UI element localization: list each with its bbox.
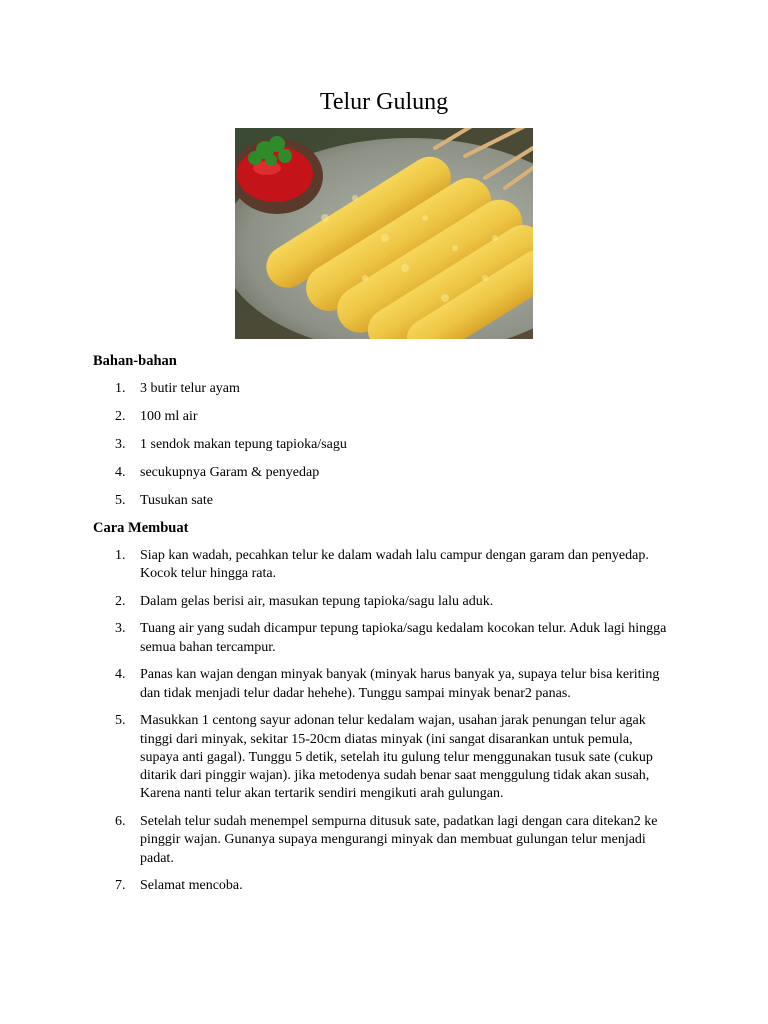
- section-heading-bahan: Bahan-bahan: [93, 353, 177, 369]
- step-item-number: 1.: [115, 548, 126, 563]
- ingredient-item: [93, 492, 673, 510]
- ingredient-item-text: Tusukan sate: [140, 492, 213, 508]
- step-item: [93, 712, 673, 803]
- step-item: [93, 547, 673, 584]
- step-item-number: 7.: [115, 878, 126, 894]
- step-item-text: Siap kan wadah, pecahkan telur ke dalam wadah lalu campur dengan garam dan penyedap. Kocok telur hingga rata.: [140, 548, 649, 582]
- page-title: Telur Gulung: [319, 89, 449, 115]
- ingredient-item-number: 5.: [115, 492, 126, 508]
- ingredient-item-text: 100 ml air: [140, 408, 198, 424]
- step-item: [93, 620, 673, 657]
- ingredient-item: [93, 464, 673, 482]
- ingredient-item-number: 2.: [115, 408, 126, 424]
- ingredient-item-text: 3 butir telur ayam: [140, 381, 240, 396]
- step-item-number: 6.: [115, 814, 126, 830]
- ingredient-item: [93, 380, 673, 398]
- rolled-egg-satay-photo: [235, 128, 533, 339]
- step-item-text: Tuang air yang sudah dicampur tepung tapioka/sagu kedalam kocokan telur. Aduk lagi hingga semua bahan tercampur.: [140, 621, 667, 655]
- ingredient-item-number: 1.: [115, 381, 126, 396]
- step-item-text: Masukkan 1 centong sayur adonan telur kedalam wajan, usahan jarak penungan telur agak tinggi dari minyak, sekitar 15-20cm diatas minyak (ini sangat disarankan untuk pemula, supaya anti gagal). Tunggu 5 detik, setelah itu gulung telur menggunakan tusuk sate (cukup ditarik dari pinggir wajan). jika metodenya sudah benar saat menggulung tidak akan susah, Karena nanti telur akan tertarik sendiri mengikuti arah gulungan.: [140, 713, 653, 802]
- step-item-text: Selamat mencoba.: [140, 878, 243, 894]
- steps-list: [93, 547, 673, 905]
- ingredient-item-number: 3.: [115, 436, 126, 452]
- step-item-number: 2.: [115, 593, 126, 609]
- step-item: [93, 877, 673, 895]
- section-heading-cara: Cara Membuat: [93, 520, 189, 536]
- step-item-text: Panas kan wajan dengan minyak banyak (minyak harus banyak ya, supaya telur bisa keriting dan tidak menjadi telur dadar hehehe). Tunggu sampai minyak benar2 panas.: [140, 667, 660, 701]
- step-item-text: Dalam gelas berisi air, masukan tepung tapioka/sagu lalu aduk.: [140, 593, 494, 609]
- ingredients-list: [93, 380, 673, 519]
- ingredient-item: [93, 436, 673, 454]
- step-item: [93, 593, 673, 611]
- step-item-number: 5.: [115, 713, 126, 729]
- step-item: [93, 666, 673, 703]
- ingredient-item-text: 1 sendok makan tepung tapioka/sagu: [140, 436, 347, 452]
- ingredient-item-number: 4.: [115, 464, 126, 480]
- ingredient-item-text: secukupnya Garam & penyedap: [140, 464, 320, 480]
- step-item-number: 4.: [115, 667, 126, 683]
- step-item-text: Setelah telur sudah menempel sempurna ditusuk sate, padatkan lagi dengan cara ditekan2 ke pinggir wajan. Gunanya supaya mengurangi minyak dan membuat gulungan telur menjadi padat.: [140, 814, 658, 866]
- step-item: [93, 813, 673, 868]
- ingredient-item: [93, 408, 673, 426]
- step-item-number: 3.: [115, 621, 126, 637]
